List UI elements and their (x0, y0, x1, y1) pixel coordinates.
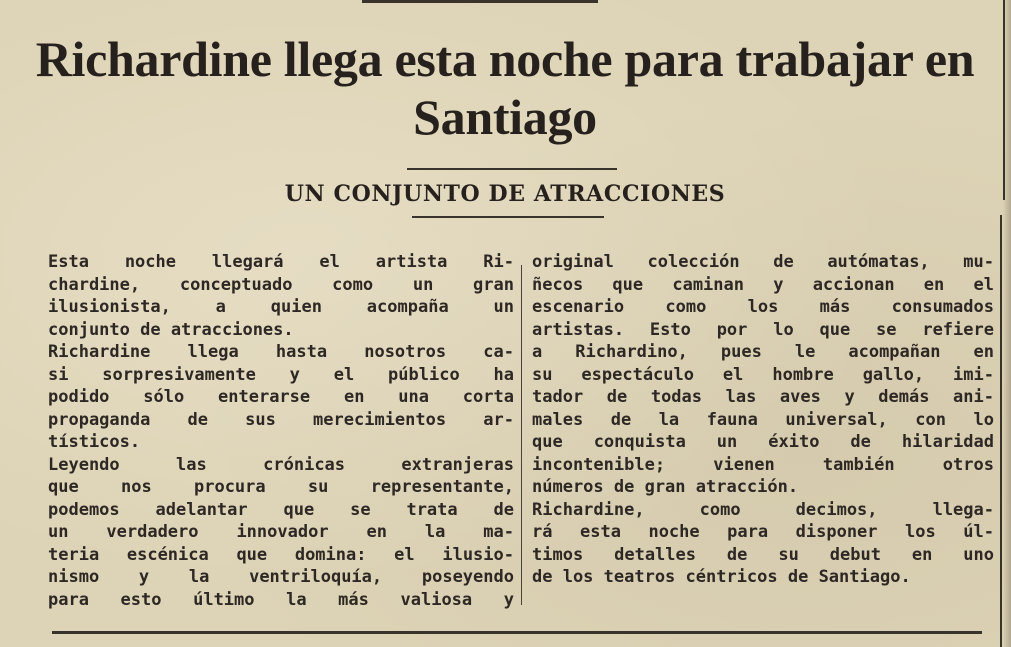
text-line: si sorpresivamente y el público ha (48, 364, 514, 385)
text-line: conjunto de atracciones. (48, 319, 294, 340)
text-line: Richardine llega hasta nosotros ca- (48, 342, 514, 362)
text-line: podido sólo enterarse en una corta (48, 387, 514, 407)
text-line: números de gran atracción. (532, 477, 799, 497)
text-line: tísticos. (48, 432, 141, 452)
text-line: ñecos que caminan y accionan en el (532, 274, 994, 295)
text-line: timos detalles de su debut en uno (532, 544, 994, 565)
text-line: males de la fauna universal, con lo (532, 409, 994, 430)
text-line: que conquista un éxito de hilaridad (532, 432, 994, 452)
text-line: ilusionista, a quien acompaña un (48, 297, 514, 317)
text-line: para esto último la más valiosa y (48, 589, 514, 610)
text-line: a Richardino, pues le acompañan en (532, 342, 994, 362)
page-edge-shadow (1003, 0, 1011, 647)
text-line: de los teatros céntricos de Santiago. (532, 567, 911, 587)
headline-rule (407, 168, 617, 170)
text-line: rá esta noche para disponer los úl- (532, 522, 994, 542)
text-line: teria escénica que domina: el ilusio- (48, 544, 514, 565)
text-line: podemos adelantar que se trata de (48, 499, 514, 520)
top-rule (362, 0, 598, 3)
column-divider (521, 265, 522, 605)
text-line: escenario como los más consumados (532, 297, 994, 317)
text-line: artistas. Esto por lo que se refiere (532, 319, 994, 340)
article-subheadline: UN CONJUNTO DE ATRACCIONES (284, 181, 726, 207)
text-line: nismo y la ventriloquía, poseyendo (48, 567, 514, 587)
article-column-left (48, 251, 514, 611)
article-column-right (532, 251, 994, 589)
text-line: propaganda de sus merecimientos ar- (48, 409, 514, 430)
subheadline-rule (412, 216, 604, 218)
bottom-rule (52, 631, 982, 634)
text-line: Leyendo las crónicas extranjeras (48, 454, 514, 475)
text-line: tador de todas las aves y demás ani- (532, 387, 994, 407)
text-line: su espectáculo el hombre gallo, imi- (532, 364, 994, 385)
text-line: Esta noche llegará el artista Ri- (48, 252, 514, 272)
text-line: original colección de autómatas, mu- (532, 252, 994, 272)
article-headline: Richardine llega esta noche para trabajar en Santiago (35, 31, 975, 145)
text-line: un verdadero innovador en la ma- (48, 522, 514, 542)
text-line: incontenible; vienen también otros (532, 454, 994, 475)
text-line: Richardine, como decimos, llega- (532, 499, 994, 520)
right-column-rule-lower (1000, 215, 1002, 647)
text-line: chardine, conceptuado como un gran (48, 274, 514, 295)
text-line: que nos procura su representante, (48, 477, 514, 497)
